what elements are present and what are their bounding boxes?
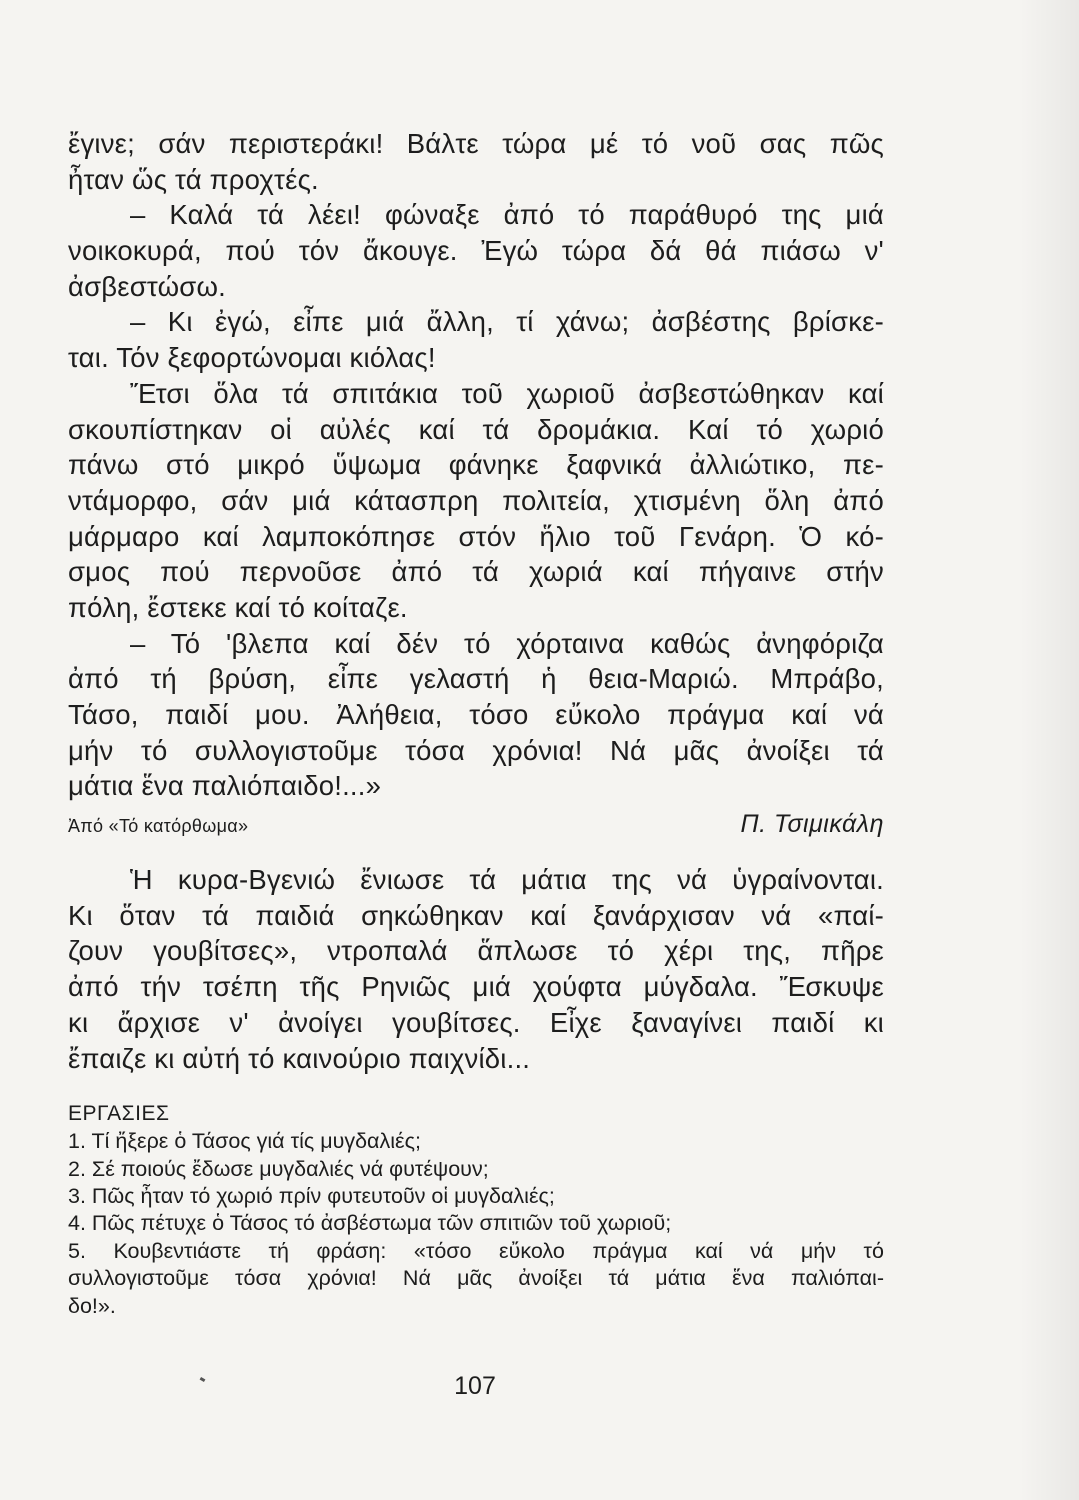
attribution (68, 810, 884, 850)
story-line: κι ἄρχισε ν' ἀνοίγει γουβίτσες. Εἶχε ξαναγίνει παιδί κι (68, 1006, 884, 1038)
passage-line: – Τό 'βλεπα καί δέν τό χόρταινα καθώς ἀνηφόριζα (130, 627, 884, 659)
exercise-item: 2. Σέ ποιούς ἔδωσε μυγδαλιές νά φυτέψουν; (68, 1156, 489, 1181)
passage-line: ἀσβεστώσω. (68, 270, 226, 302)
passage (68, 126, 884, 804)
passage-line: πάνω στό μικρό ὕψωμα φάνηκε ξαφνικά ἀλλιώτικο, πε- (68, 449, 884, 481)
passage-line: πόλη, ἔστεκε καί τό κοίταζε. (68, 591, 408, 623)
exercise-item-continued: συλλογιστοῦμε τόσα χρόνια! Νά μᾶς ἀνοίξει τά μάτια ἕνα παλιόπαι- (68, 1266, 884, 1291)
story-line: ἀπό τήν τσέπη τῆς Ρηνιῶς μιά χούφτα μύγδαλα. Ἔσκυψε (68, 971, 884, 1003)
exercise-item: 5. Κουβεντιάστε τή φράση: «τόσο εὔκολο πράγμα καί νά μήν τό (68, 1238, 884, 1263)
passage-line: Τάσο, παιδί μου. Ἀλήθεια, τόσο εὔκολο πράγμα καί νά (68, 699, 884, 730)
author-name: Π. Τσιμικάλη (740, 810, 884, 839)
story-line: Ἡ κυρα-Βγενιώ ἔνιωσε τά μάτια της νά ὑγραίνονται. (130, 864, 884, 896)
passage-line: σμος πού περνοῦσε ἀπό τά χωριά καί πήγαινε στήν (68, 556, 884, 588)
passage-line: ντάμορφο, σάν μιά κάτασπρη πολιτεία, χτισμένη ὅλη ἀπό (68, 484, 884, 516)
story-line: Κι ὅταν τά παιδιά σηκώθηκαν καί ξανάρχισαν νά «παί- (68, 899, 884, 931)
exercises-title: ΕΡΓΑΣΙΕΣ (68, 1102, 170, 1126)
passage-line: ἦταν ὥς τά προχτές. (68, 163, 319, 195)
page-edge-shadow (1019, 0, 1079, 1500)
exercise-item: 4. Πῶς πέτυχε ὁ Τάσος τό ἀσβέστωμα τῶν σπιτιῶν τοῦ χωριοῦ; (68, 1211, 672, 1236)
exercise-item-continued: δο!». (68, 1293, 116, 1318)
story-line: ἔπαιζε κι αὐτή τό καινούριο παιχνίδι... (68, 1042, 531, 1074)
passage-line: νοικοκυρά, πού τόν ἄκουγε. Ἐγώ τώρα δά θά πιάσω ν' (68, 235, 884, 267)
passage-line: Ἔτσι ὅλα τά σπιτάκια τοῦ χωριοῦ ἀσβεστώθηκαν καί (130, 377, 884, 409)
passage-line: ται. Τόν ξεφορτώνομαι κιόλας! (68, 342, 436, 374)
exercise-item: 3. Πῶς ἦταν τό χωριό πρίν φυτευτοῦν οἱ μυγδαλιές; (68, 1184, 555, 1208)
passage-line: μάτια ἕνα παλιόπαιδο!...» (68, 770, 382, 802)
passage-line: ἔγινε; σάν περιστεράκι! Βάλτε τώρα μέ τό νοῦ σας πῶς (68, 128, 884, 159)
source-title: Ἀπό «Τό κατόρθωμα» (68, 816, 249, 837)
story-paragraph (68, 862, 884, 1076)
passage-line: ἀπό τή βρύση, εἶπε γελαστή ἡ θεια-Μαριώ. Μπράβο, (68, 663, 884, 695)
passage-line: – Καλά τά λέει! φώναξε ἀπό τό παράθυρό της μιά (130, 199, 884, 231)
passage-line: μάρμαρο καί λαμποκόπησε στόν ἥλιο τοῦ Γενάρη. Ὁ κό- (68, 520, 884, 552)
exercise-item: 1. Τί ἤξερε ὁ Τάσος γιά τίς μυγδαλιές; (68, 1129, 421, 1154)
story-line: ζουν γουβίτσες», ντροπαλά ἅπλωσε τό χέρι της, πῆρε (68, 935, 884, 967)
passage-line: – Κι ἐγώ, εἶπε μιά ἄλλη, τί χάνω; ἀσβέστης βρίσκε- (130, 306, 884, 338)
page-number: 107 (454, 1372, 496, 1400)
exercises-section (68, 1100, 884, 1320)
passage-line: μήν τό συλλογιστοῦμε τόσα χρόνια! Νά μᾶς ἀνοίξει τά (68, 734, 884, 766)
passage-line: σκουπίστηκαν οἱ αὐλές καί τά δρομάκια. Καί τό χωριό (68, 413, 884, 445)
page-content (68, 126, 884, 1320)
